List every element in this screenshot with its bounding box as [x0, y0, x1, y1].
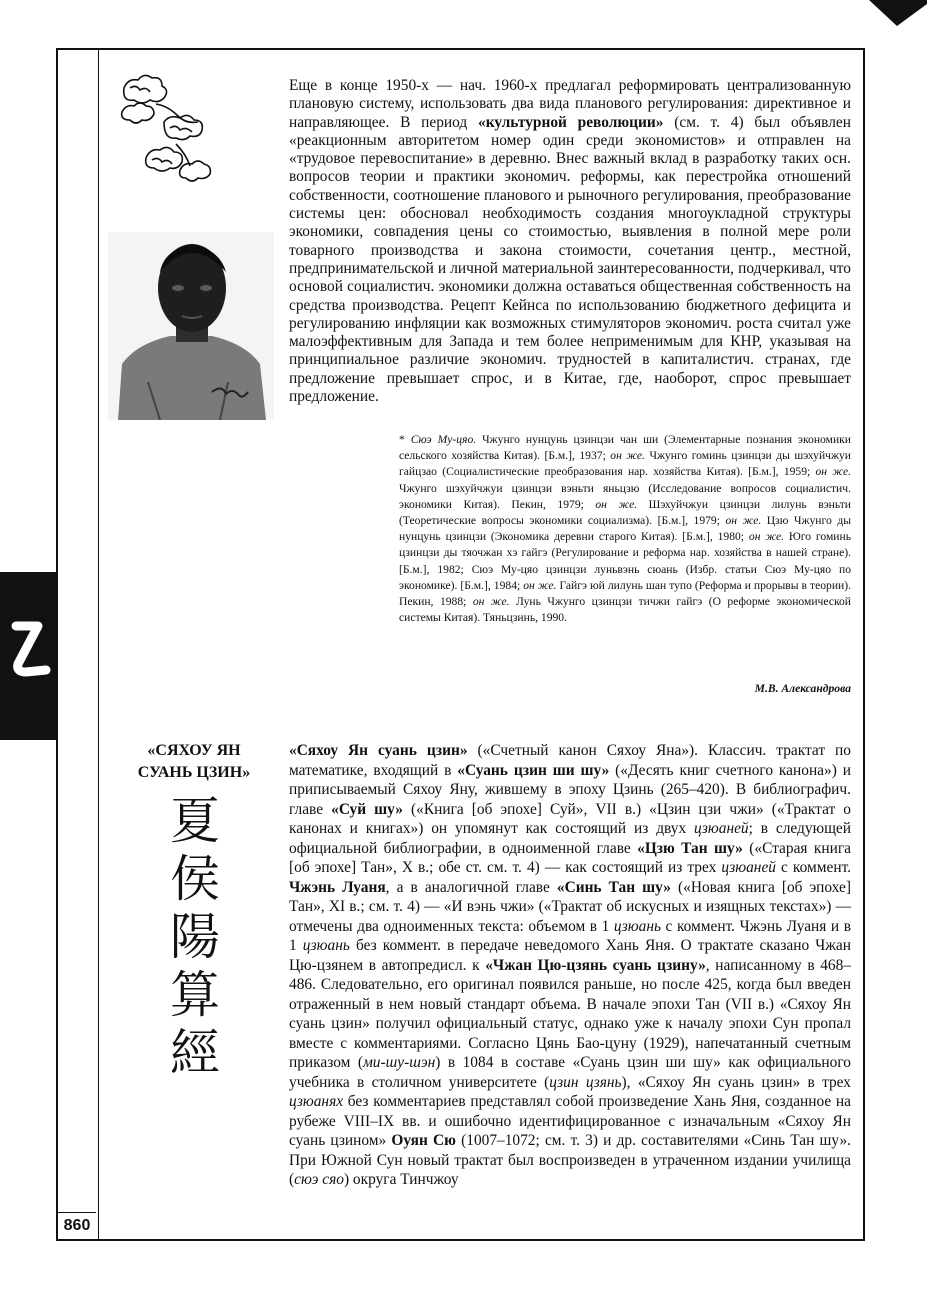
italic-term: он же.: [523, 578, 557, 592]
bold-term: «культурной революции»: [478, 113, 664, 131]
italic-term: он же.: [472, 595, 510, 609]
bold-term: «Цзю Тан шу»: [637, 839, 743, 857]
italic-term: он же.: [748, 530, 784, 544]
text-run: без комментариев представлял собой произведение Хань Яня, созданное на рубеже VIII–IX вв. и ошибочно идентифицированное с изначальным «Сяхоу Ян суань цзином»: [289, 1093, 851, 1149]
corner-arrow-mark: [867, 0, 927, 26]
entry-chinese-characters: [145, 790, 245, 1080]
text-run: Чжунго шэхуйчжуи цзинцзи вэньти яньцзю (Исследование вопросов социалистич. экономики Китая). Пекин, 1979;: [399, 481, 851, 511]
italic-term: цзюаней: [694, 820, 749, 837]
text-run: ) округа Тинчжоу: [343, 1171, 459, 1188]
text-run: с коммент. Чжэнь Луаня и в 1: [289, 917, 852, 954]
italic-term: цзюаней: [721, 859, 776, 876]
italic-term: цзин цзянь: [549, 1073, 622, 1091]
text-run: с коммент.: [775, 859, 851, 876]
cloud-ornament-icon: [116, 70, 224, 188]
portrait-photo: [108, 232, 274, 420]
text-run: Цзю Чжунго ды нунцунь цзинцзи (Экономика деревни старого Китая). [Б.м.], 1980;: [399, 514, 852, 544]
text-run: Гайгэ юй лилунь шан тупо (Реформа и прорывы в теории). Пекин, 1988;: [399, 578, 852, 609]
bold-term: «Сяхоу Ян суань цзин»: [289, 742, 468, 759]
text-run: Шэхуйчжуи цзинцзи лилунь вэньти (Теоретические вопросы экономики социализма). [Б.м.], 1979;: [399, 497, 852, 528]
text-run: («Новая книга [об эпохе] Тан», XI в.; см. т. 4) — «И вэнь чжи» («Трактат об искусных и изящных текстах») — отмечены два одноименных текста: объемом в 1: [289, 878, 851, 935]
text-run: («Счетный канон Сяхоу Яна»). Классич. трактат по математике, входящий в: [289, 742, 851, 779]
italic-term: Сюэ Му-цяо.: [410, 433, 477, 446]
entry-title: [112, 740, 276, 784]
text-run: без коммент. в передаче неведомого Хань Яня. О трактате сказано Чжан Цю-цзянем в автопредисл. к: [289, 937, 851, 974]
bibliography-text: [399, 432, 851, 626]
text-run: Еще в конце 1950-х — нач. 1960-х предлагал реформировать централизованную плановую систему, использовать два вида планового регулирования: директивное и направляющее. В период: [289, 77, 851, 131]
text-run: (см. т. 4) был объявлен «реакционным авторитетом номер один среди экономистов» и отправлен на «трудовое перевоспитание» в деревню. Внес важный вклад в разработку таких осн. вопросов теории и практики экономич. реформы, как перестройка отношений собственности, соотношение планового и рыночного регулирования, преобразование системы цен: обосновал необходимость создания многоукладной структуры экономики, совпадения цены со стоимостью, выявления в полной мере роли товарного производства и закона стоимости, сочетания центр., местной, предпринимательской и личной материальной заинтересованности, подчеркивал, что основой социалистич. экономики должна оставаться общественная собственность на средства производства. Рецепт Кейнса по использованию бюджетного дефицита и регулированию инфляции как возможных стимуляторов экономич. роста считал уже малоэффективным для Запада и тем более неприменимым для КНР, указывая на принципиальное различие экономич. трудностей в капиталистич. странах, где предложение превышает спрос, и в Китае, где, наоборот, спрос превышает предложение.: [289, 113, 851, 406]
bold-term: Оуян Сю: [391, 1132, 456, 1149]
text-run: Юго гоминь цзинцзи ды тяочжан хэ гайгэ (Регулирование и реформа нар. хозяйства в нашей стране). [Б.м.], 1982; Сюэ Му-цяо цзинцзи луньвэнь сюань (Избр. статьи Сюэ Му-цяо по экономике). [Б.м.], 1984;: [399, 530, 852, 592]
bio-paragraph: [289, 77, 851, 406]
hanzi-character: 夏: [170, 792, 220, 850]
hanzi-character: 侯: [170, 850, 220, 908]
text-run: Лунь Чжунго цзинцзи тичжи гайгэ (О реформе экономической системы Китая). Тяньцзинь, 1990.: [399, 595, 851, 625]
text-run: , а в аналогичной главе: [385, 878, 557, 896]
bibliography: [399, 432, 851, 626]
bold-term: «Чжан Цю-цзянь суань цзину»: [485, 956, 706, 974]
italic-term: он же.: [595, 497, 638, 511]
italic-term: ми-шу-шэн: [362, 1054, 436, 1071]
text-run: Чжунго нунцунь цзинцзи чан ши (Элементарные познания экономики сельского хозяйства Китая). [Б.м.], 1937;: [399, 433, 851, 463]
text-run: (1007–1072; см. т. 3) и др. составителями «Синь Тан шу». При Южной Сун новый трактат был воспроизведен в утраченном издании училища (: [289, 1132, 851, 1188]
text-run: («Старая книга [об эпохе] Тан», X в.; обе ст. см. т. 4) — как состоящий из трех: [289, 839, 852, 876]
italic-term: он же.: [725, 514, 762, 528]
italic-term: сюэ сяо: [294, 1171, 344, 1188]
hanzi-character: 陽: [170, 908, 220, 966]
italic-term: он же.: [815, 465, 851, 479]
article-author: М.В. Александрова: [754, 682, 851, 695]
section-thumb-tab: [0, 572, 56, 740]
italic-term: он же.: [610, 449, 645, 463]
bold-term: «Синь Тан шу»: [556, 878, 671, 896]
left-column-rule: [98, 48, 99, 1241]
bold-term: Чжэнь Луаня: [289, 878, 386, 896]
entry-title-line-1: «СЯХОУ ЯН: [147, 742, 241, 759]
italic-term: цзюань: [302, 937, 350, 954]
text-run: («Десять книг счетного канона») и приписываемый Сяхоу Яну, жившему в эпоху Цзинь (265–420). В библиографич. главе: [289, 761, 851, 818]
text-run: *: [399, 433, 411, 446]
text-run: Чжунго гоминь цзинцзи ды шэхуйчжуи гайцзао (Социалистические преобразования нар. хозяйства Китая). [Б.м.], 1959;: [399, 449, 852, 479]
italic-term: цзюанях: [289, 1093, 344, 1110]
hanzi-character: 經: [170, 1024, 220, 1080]
entry-title-line-2: СУАНЬ ЦЗИН»: [137, 764, 251, 781]
text-run: ), «Сяхоу Ян суань цзин» в трех: [621, 1073, 852, 1091]
entry-paragraph: [289, 741, 851, 1190]
page-number: 860: [58, 1212, 96, 1239]
text-run: ; в следующей официальной библиографии, в одноименной главе: [289, 820, 851, 857]
text-run: («Книга [об эпохе] Суй», VII в.) «Цзин цзи чжи» («Трактат о канонах и книгах») он упомянут как состоящий из двух: [289, 800, 851, 837]
text-run: ) в 1084 в составе «Суань цзин ши шу» как официального учебника в столичном университете (: [289, 1054, 851, 1091]
chinese-character-yi-glyph: [4, 604, 52, 694]
biography-text: [289, 77, 851, 406]
bold-term: «Суань цзин ши шу»: [457, 761, 610, 779]
hanzi-character: 算: [170, 966, 220, 1024]
bold-term: «Суй шу»: [331, 800, 403, 818]
italic-term: цзюань: [613, 917, 661, 935]
entry-article-text: [289, 741, 851, 1190]
text-run: , написанному в 468–486. Следовательно, его оригинал появился раньше, но после 425, когда был введен отраженный в нем новый стандарт объема. В начале эпохи Тан (VII в.) «Сяхоу Ян суань цзин» получил официальный статус, однако уже к началу эпохи Сун пропал вместе с комментариями. Согласно Цянь Бао-цуну (1929), напечатанный счетным приказом (: [289, 956, 851, 1071]
